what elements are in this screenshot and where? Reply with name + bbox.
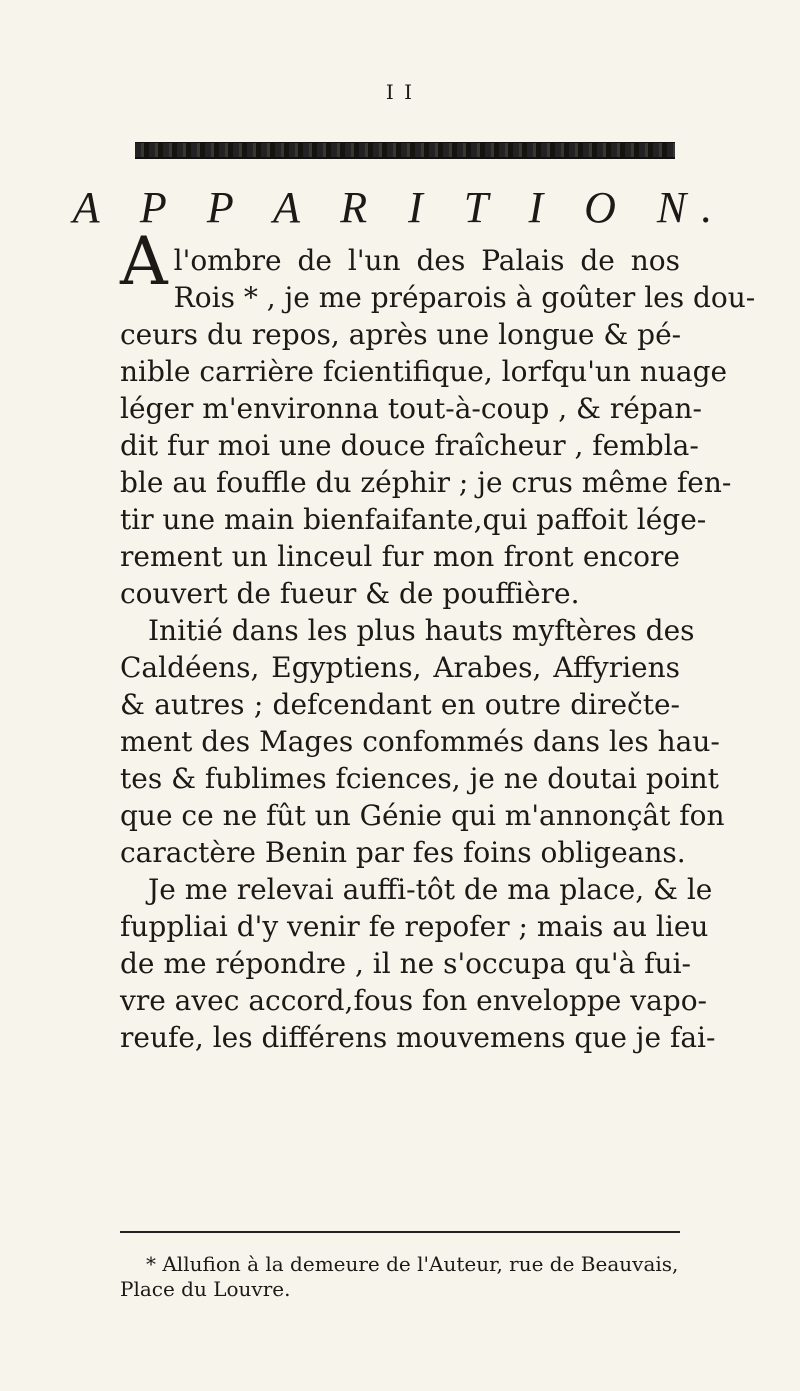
text-line: & autres ; defcendant en outre direčte-	[120, 688, 680, 721]
footnote	[120, 1252, 680, 1302]
text-line: léger m'environna tout-à-coup , & répan-	[120, 392, 702, 425]
text-line: tes & fublimes fciences, je ne doutai point	[120, 762, 719, 795]
body-text	[120, 223, 756, 1056]
footnote-rule	[120, 1231, 680, 1233]
footnote-line: * Allufion à la demeure de l'Auteur, rue de Beauvais,	[146, 1252, 679, 1276]
text-line: caractère Benin par fes foins obligeans.	[120, 836, 686, 869]
text-line: Je me relevai auffi-tôt de ma place, & le	[148, 873, 713, 906]
chapter-title: A P P A R I T I O N.	[72, 183, 728, 232]
text-line: reufe, les différens mouvemens que je fai-	[120, 1021, 716, 1054]
text-line: dit fur moi une douce fraîcheur , fembla-	[120, 429, 699, 462]
text-line: tir une main bienfaifante,qui paffoit lége-	[120, 503, 707, 536]
text-line: vre avec accord,fous fon enveloppe vapo-	[120, 984, 708, 1017]
drop-cap: A	[120, 223, 168, 300]
text-line: Caldéens, Egyptiens, Arabes, Affyriens	[120, 651, 680, 684]
ornamental-rule	[135, 142, 675, 159]
text-line: couvert de fueur & de pouffière.	[120, 577, 580, 610]
text-line: nible carrière fcientifique, lorfqu'un nuage	[120, 355, 728, 388]
text-line: ment des Mages confommés dans les hau-	[120, 725, 720, 758]
text-line: Initié dans les plus hauts myftères des	[148, 614, 695, 647]
text-line: ceurs du repos, après une longue & pé-	[120, 318, 682, 351]
footnote-line: Place du Louvre.	[120, 1277, 291, 1301]
page-number: I I	[385, 80, 415, 104]
text-line: Rois * , je me préparois à goûter les dou-	[173, 281, 756, 314]
text-line-content: l'ombre de l'un des Palais de nos	[173, 244, 680, 277]
text-line: fuppliai d'y venir fe repofer ; mais au lieu	[120, 910, 709, 943]
text-line: de me répondre , il ne s'occupa qu'à fui-	[120, 947, 691, 980]
text-line: que ce ne fût un Génie qui m'annonçât fon	[120, 799, 725, 832]
text-line: ble au fouffle du zéphir ; je crus même fen-	[120, 466, 732, 499]
text-line: rement un linceul fur mon front encore	[120, 540, 680, 573]
